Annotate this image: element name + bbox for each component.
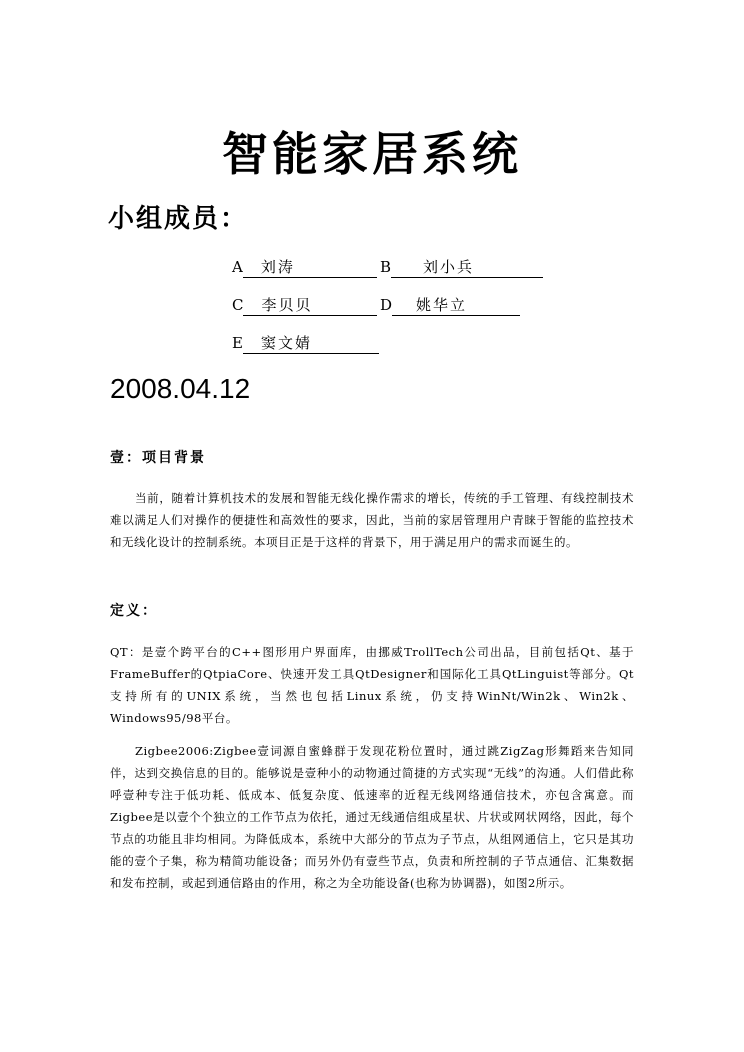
member-a [232, 256, 377, 276]
member-letter: E [232, 334, 243, 352]
document-title: 智能家居系统 [222, 127, 522, 181]
member-name: 窦文婧 [243, 332, 379, 354]
member-name: 刘涛 [243, 256, 377, 278]
member-name: 李贝贝 [243, 294, 377, 316]
background-paragraph: 当前，随着计算机技术的发展和智能无线化操作需求的增长，传统的手工管理、有线控制技术难以满足人们对操作的便捷性和高效性的要求，因此，当前的家居管理用户青睐于智能的监控技术和无线化设计的控制系统。本项目正是于这样的背景下，用于满足用户的需求而诞生的。 [110, 491, 634, 549]
member-name: 刘小兵 [391, 256, 543, 278]
member-d [380, 294, 520, 314]
member-e [232, 332, 379, 352]
member-b [380, 256, 543, 276]
member-letter: C [232, 296, 244, 314]
members-heading: 小组成员： [108, 204, 249, 234]
section-heading-definitions: 定义： [110, 603, 158, 619]
member-name: 姚华立 [392, 294, 520, 316]
member-letter: A [232, 258, 243, 276]
document-date: 2008.04.12 [110, 373, 251, 404]
member-c [232, 294, 377, 314]
zigbee-definition-paragraph: Zigbee2006:Zigbee壹词源自蜜蜂群于发现花粉位置时，通过跳ZigZag形舞蹈来告知同伴，达到交换信息的目的。能够说是壹种小的动物通过简捷的方式实现“无线”的沟通。人们借此称呼壹种专注于低功耗、低成本、低复杂度、低速率的近程无线网络通信技术，亦包含寓意。而Zigbee是以壹个个独立的工作节点为依托，通过无线通信组成星状、片状或网状网络，因此，每个节点的功能且非均相同。为降低成本，系统中大部分的节点为子节点，从组网通信上，它只是其功能的壹个子集，称为精简功能设备；而另外仍有壹些节点，负责和所控制的子节点通信、汇集数据和发布控制，或起到通信路由的作用，称之为全功能设备(也称为协调器)，如图2所示。 [110, 744, 634, 890]
member-letter: D [380, 296, 393, 314]
qt-definition-paragraph: QT：是壹个跨平台的C++图形用户界面库，由挪威TrollTech公司出品，目前包括Qt、基于FrameBuffer的QtpiaCore、快速开发工具QtDesigner和国际化工具QtLinguist等部分。Qt支持所有的UNIX系统，当然也包括Linux系统，仍支持WinNt/Win2k、Win2k、Windows95/98平台。 [110, 645, 634, 725]
member-letter: B [380, 258, 392, 276]
section-heading-background: 壹：项目背景 [110, 450, 206, 466]
